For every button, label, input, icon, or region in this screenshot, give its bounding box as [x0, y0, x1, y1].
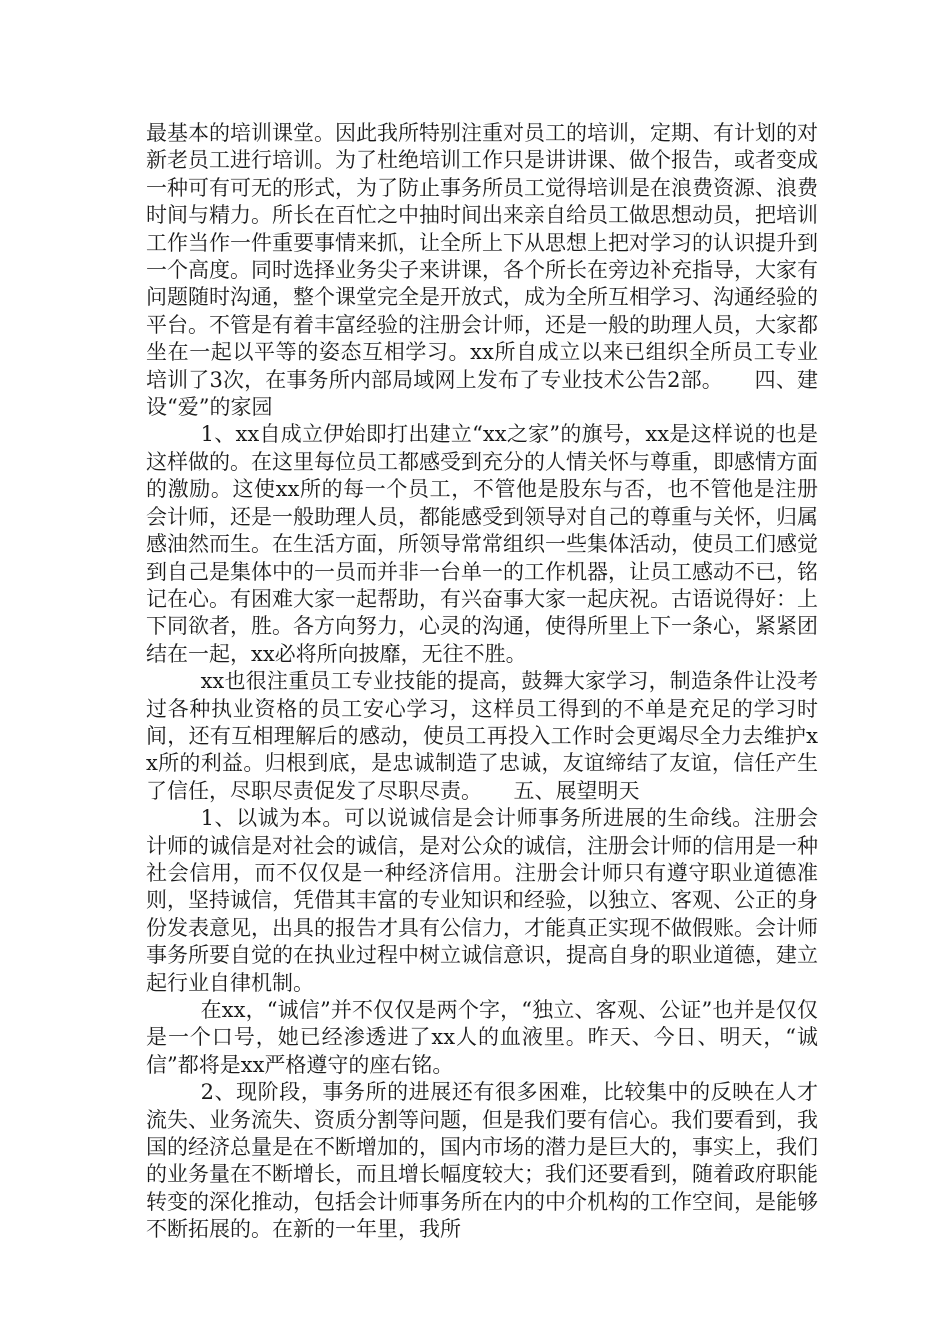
document-page — [146, 120, 818, 1244]
paragraph-home-of-love: 1、xx自成立伊始即打出建立“xx之家”的旗号，xx是这样说的也是这样做的。在这里每位员工都感受到充分的人情关怀与尊重，即感情方面的激励。这使xx所的每一个员工，不管他是股东与否，也不管他是注册会计师，还是一般助理人员，都能感受到领导对自己的尊重与关怀，归属感油然而生。在生活方面，所领导常常组织一些集体活动，使员工们感觉到自己是集体中的一员而并非一台单一的工作机器，让员工感动不已，铭记在心。有困难大家一起帮助，有兴奋事大家一起庆祝。古语说得好：上下同欲者，胜。各方向努力，心灵的沟通，使得所里上下一条心，紧紧团结在一起，xx必将所向披靡，无往不胜。 — [146, 422, 818, 666]
paragraph-integrity: 1、以诚为本。可以说诚信是会计师事务所进展的生命线。注册会计师的诚信是对社会的诚信，是对公众的诚信，注册会计师的信用是一种社会信用，而不仅仅是一种经济信用。注册会计师只有遵守职业道德准则，坚持诚信，凭借其丰富的专业知识和经验，以独立、客观、公正的身份发表意见，出具的报告才具有公信力，才能真正实现不做假账。会计师事务所要自觉的在执业过程中树立诚信意识，提高自身的职业道德，建立起行业自律机制。 — [146, 806, 818, 995]
paragraph-integrity-motto: 在xx，“诚信”并不仅仅是两个字，“独立、客观、公证”也并是仅仅是一个口号，她已经渗透进了xx人的血液里。昨天、今日、明天，“诚信”都将是xx严格遵守的座右铭。 — [146, 998, 818, 1077]
paragraph-professional-skills: xx也很注重员工专业技能的提高，鼓舞大家学习，制造条件让没考过各种执业资格的员工安心学习，这样员工得到的不单是充足的学习时间，还有互相理解后的感动，使员工再投入工作时会更竭尽全力去维护xx所的利益。归根到底，是忠诚制造了忠诚，友谊缔结了友谊，信任产生了信任，尽职尽责促发了尽职尽责。 五、展望明天 — [146, 669, 818, 803]
paragraph-training: 最基本的培训课堂。因此我所特别注重对员工的培训，定期、有计划的对新老员工进行培训。为了杜绝培训工作只是讲讲课、做个报告，或者变成一种可有可无的形式，为了防止事务所员工觉得培训是在浪费资源、浪费时间与精力。所长在百忙之中抽时间出来亲自给员工做思想动员，把培训工作当作一件重要事情来抓，让全所上下从思想上把对学习的认识提升到一个高度。同时选择业务尖子来讲课，各个所长在旁边补充指导，大家有问题随时沟通，整个课堂完全是开放式，成为全所互相学习、沟通经验的平台。不管是有着丰富经验的注册会计师，还是一般的助理人员，大家都坐在一起以平等的姿态互相学习。xx所自成立以来已组织全所员工专业培训了3次，在事务所内部局域网上发布了专业技术公告2部。 四、建设“爱”的家园 — [146, 121, 818, 420]
paragraph-current-stage: 2、现阶段，事务所的进展还有很多困难，比较集中的反映在人才流失、业务流失、资质分割等问题，但是我们要有信心。我们要看到，我国的经济总量是在不断增加的，国内市场的潜力是巨大的，事实上，我们的业务量在不断增长，而且增长幅度较大；我们还要看到，随着政府职能转变的深化推动，包括会计师事务所在内的中介机构的工作空间，是能够不断拓展的。在新的一年里，我所 — [146, 1080, 818, 1242]
